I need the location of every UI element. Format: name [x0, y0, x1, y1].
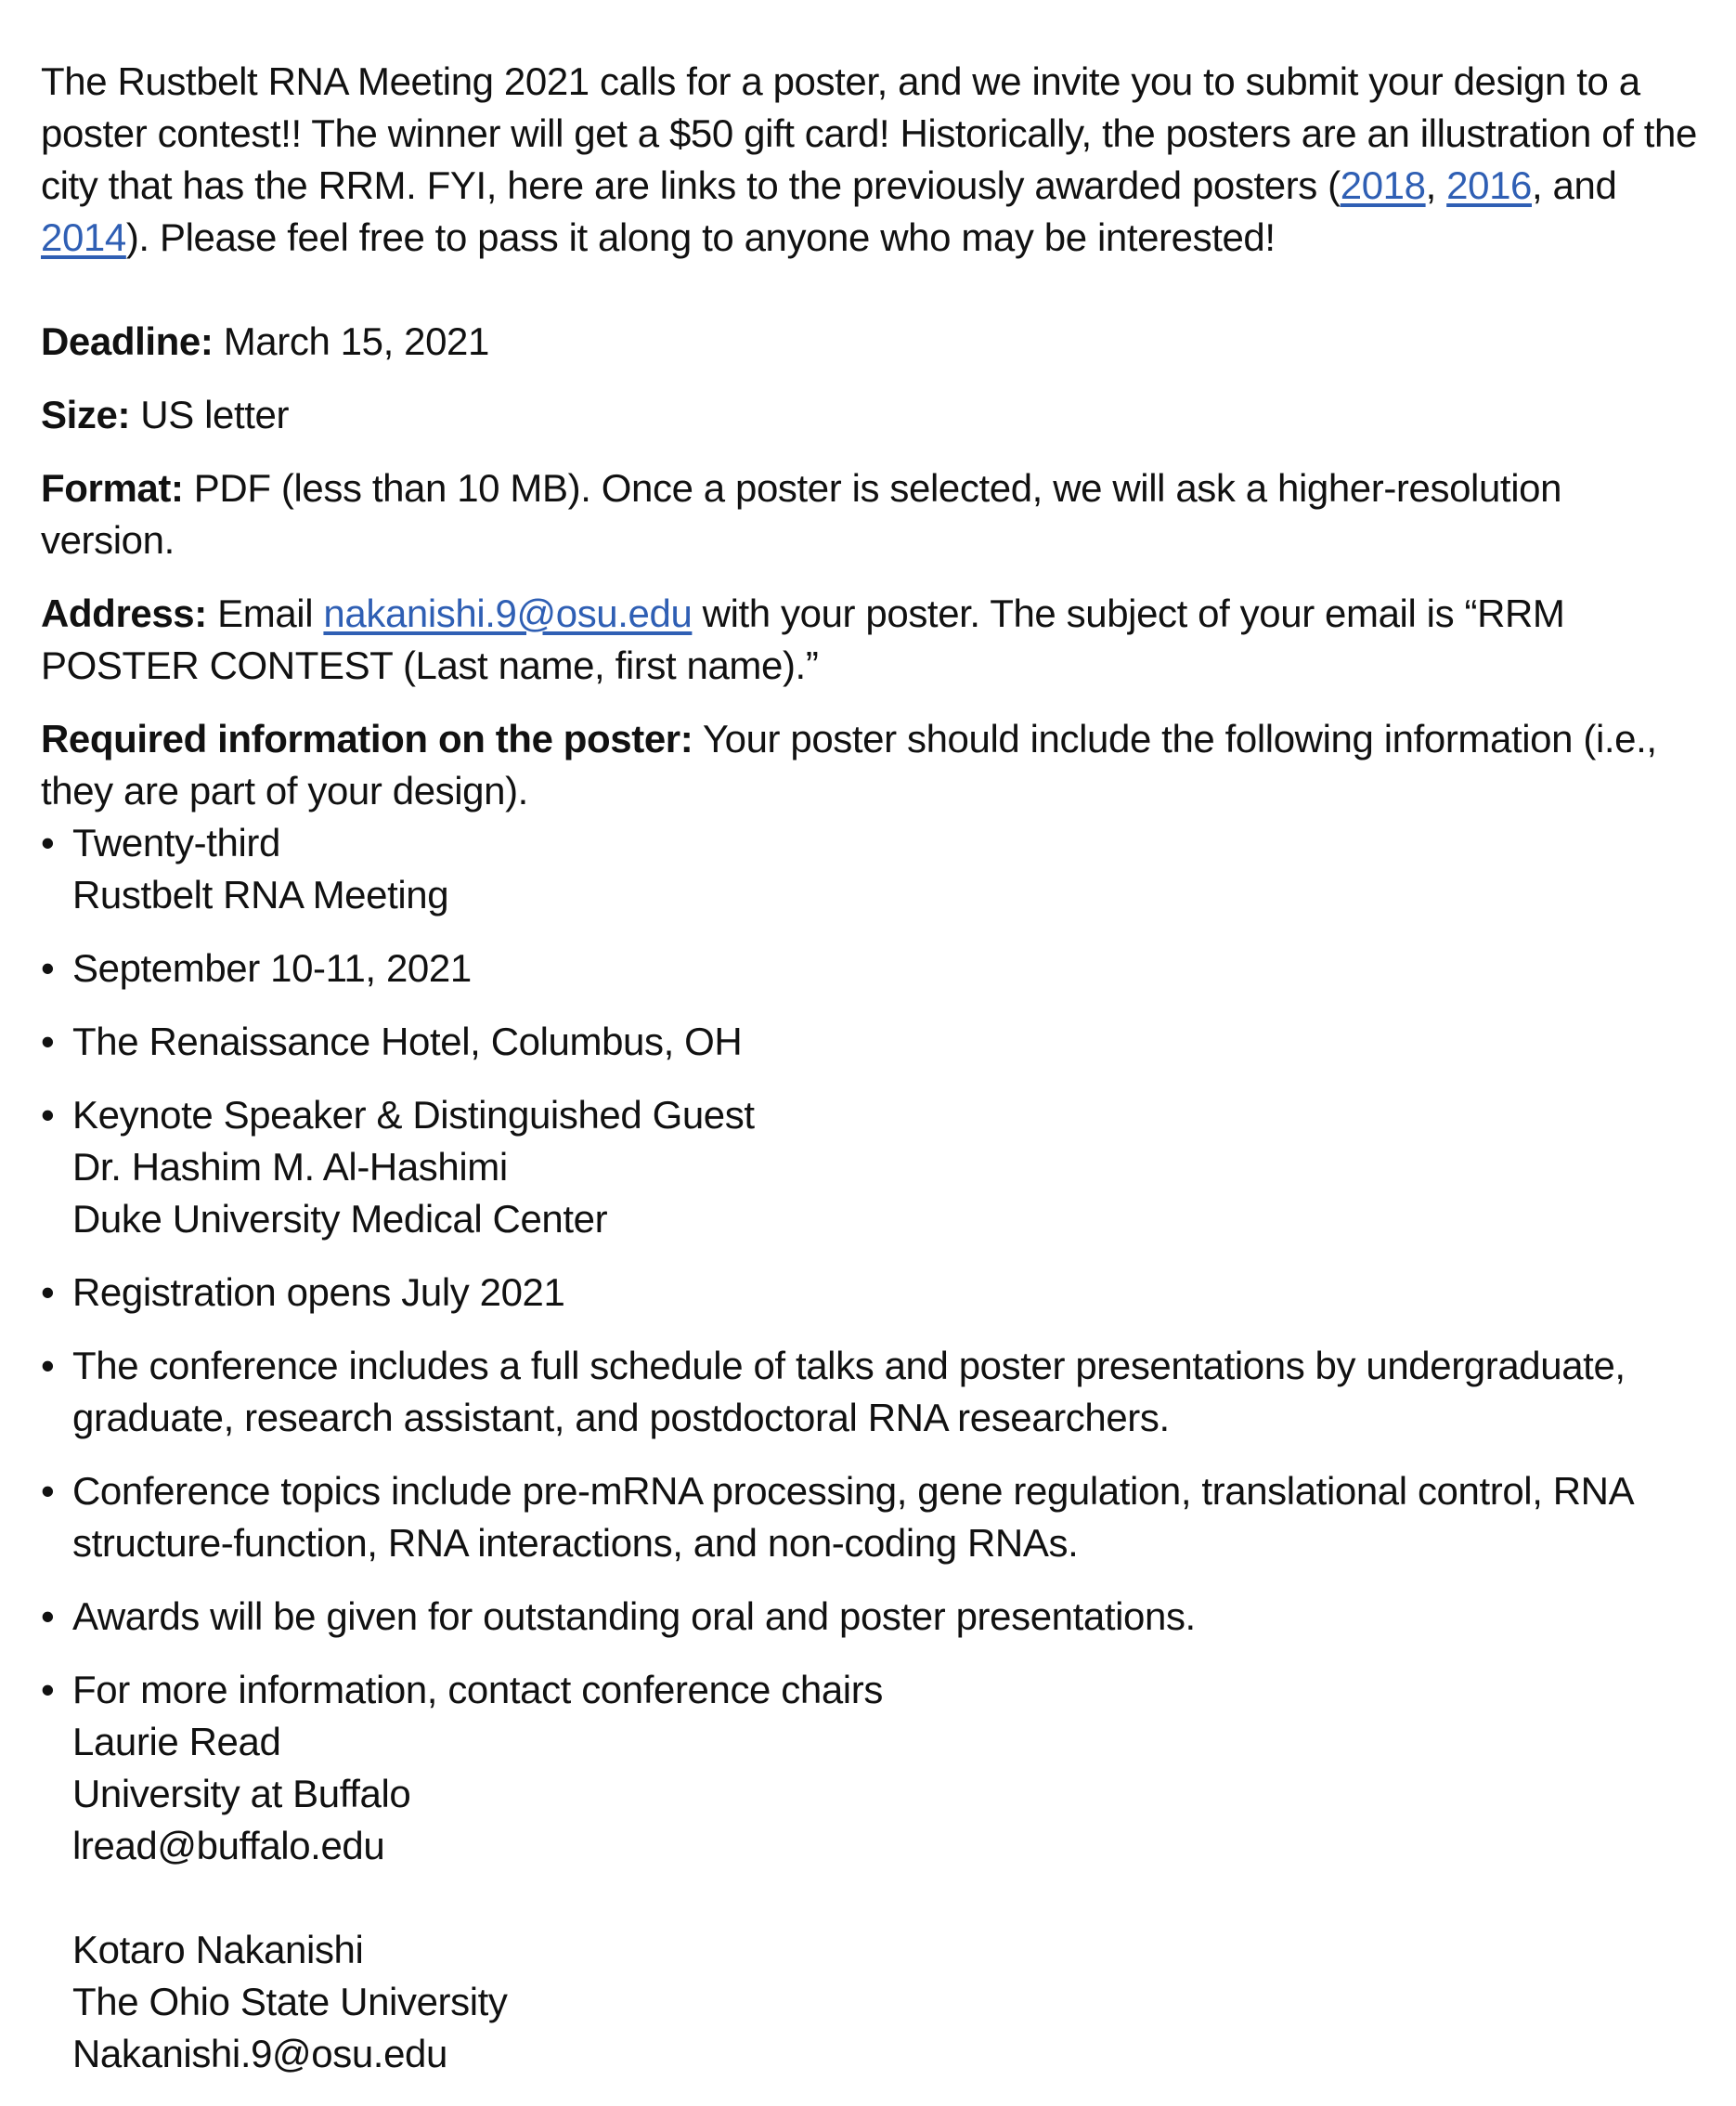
list-item-line: Twenty-third [72, 821, 280, 864]
bullet-icon: • [41, 1668, 55, 1711]
contact-email: lread@buffalo.edu [72, 1824, 385, 1867]
link-2018-poster[interactable]: 2018 [1340, 163, 1426, 207]
list-item-line: Rustbelt RNA Meeting [72, 873, 449, 916]
list-item [41, 942, 1703, 994]
list-item-line: The Renaissance Hotel, Columbus, OH [72, 1020, 743, 1063]
format-value: PDF (less than 10 MB). Once a poster is selected, we will ask a higher-resolution version. [41, 466, 1562, 562]
contact-org: The Ohio State University [72, 1980, 508, 2023]
list-item [41, 1340, 1703, 1444]
document-body [41, 56, 1703, 2101]
bullet-icon: • [41, 1594, 55, 1638]
bullet-icon: • [41, 1020, 55, 1063]
intro-text: The Rustbelt RNA Meeting 2021 calls for a poster, and we invite you to submit your design to a poster contest!! The winner will get a $50 gift card! Historically, the posters are an illustration of the city that has the RRM. FYI, here are links to the previously awarded posters ( [41, 59, 1697, 207]
list-item [41, 1465, 1703, 1569]
list-item [41, 1267, 1703, 1319]
intro-separator: , and [1532, 163, 1617, 207]
format-field [41, 462, 1703, 566]
size-value: US letter [130, 393, 290, 436]
address-text-end: with your poster. The subject of your email is “RRM POSTER CONTEST (Last name, first name).” [41, 592, 1565, 687]
bullet-icon: • [41, 1270, 55, 1314]
required-info-field [41, 713, 1703, 817]
bullet-icon: • [41, 1469, 55, 1513]
list-item-line: September 10-11, 2021 [72, 946, 472, 990]
intro-separator: , [1425, 163, 1447, 207]
list-item-line: Duke University Medical Center [72, 1197, 608, 1241]
submission-email-link[interactable]: nakanishi.9@osu.edu [323, 592, 693, 635]
format-label: Format: [41, 466, 184, 510]
bullet-icon: • [41, 1344, 55, 1387]
link-2014-poster[interactable]: 2014 [41, 215, 126, 259]
required-info-list [41, 817, 1703, 2080]
list-item-line: Dr. Hashim M. Al-Hashimi [72, 1145, 508, 1189]
contact-spacer [72, 1872, 1703, 1924]
list-item-line: Conference topics include pre-mRNA processing, gene regulation, translational control, RNA structure-function, RNA interactions, and non-coding RNAs. [72, 1469, 1632, 1565]
list-item [41, 1591, 1703, 1643]
size-label: Size: [41, 393, 131, 436]
contact-email: Nakanishi.9@osu.edu [72, 2032, 447, 2075]
list-item-line: The conference includes a full schedule of talks and poster presentations by undergraduate, graduate, research assistant, and postdoctoral RNA researchers. [72, 1344, 1626, 1439]
contact-name: Laurie Read [72, 1720, 281, 1763]
list-item-line: Awards will be given for outstanding oral and poster presentations. [72, 1594, 1196, 1638]
intro-text-end: ). Please feel free to pass it along to anyone who may be interested! [125, 215, 1276, 259]
list-item [41, 1664, 1703, 2080]
list-item [41, 1089, 1703, 1245]
list-item [41, 1016, 1703, 1068]
list-item-line: For more information, contact conference chairs [72, 1668, 883, 1711]
required-info-value: Your poster should include the following information (i.e., they are part of your design). [41, 717, 1657, 812]
address-field [41, 588, 1703, 692]
list-item-line: Registration opens July 2021 [72, 1270, 565, 1314]
intro-paragraph [41, 56, 1703, 264]
list-item [41, 817, 1703, 921]
bullet-icon: • [41, 946, 55, 990]
link-2016-poster[interactable]: 2016 [1446, 163, 1532, 207]
contact-org: University at Buffalo [72, 1772, 411, 1815]
deadline-value: March 15, 2021 [213, 319, 489, 363]
bullet-icon: • [41, 821, 55, 864]
bullet-icon: • [41, 1093, 55, 1137]
deadline-field [41, 316, 1703, 368]
contact-name: Kotaro Nakanishi [72, 1928, 364, 1971]
size-field [41, 389, 1703, 441]
list-item-line: Keynote Speaker & Distinguished Guest [72, 1093, 755, 1137]
required-info-label: Required information on the poster: [41, 717, 693, 760]
address-label: Address: [41, 592, 207, 635]
deadline-label: Deadline: [41, 319, 214, 363]
address-text: Email [206, 592, 324, 635]
